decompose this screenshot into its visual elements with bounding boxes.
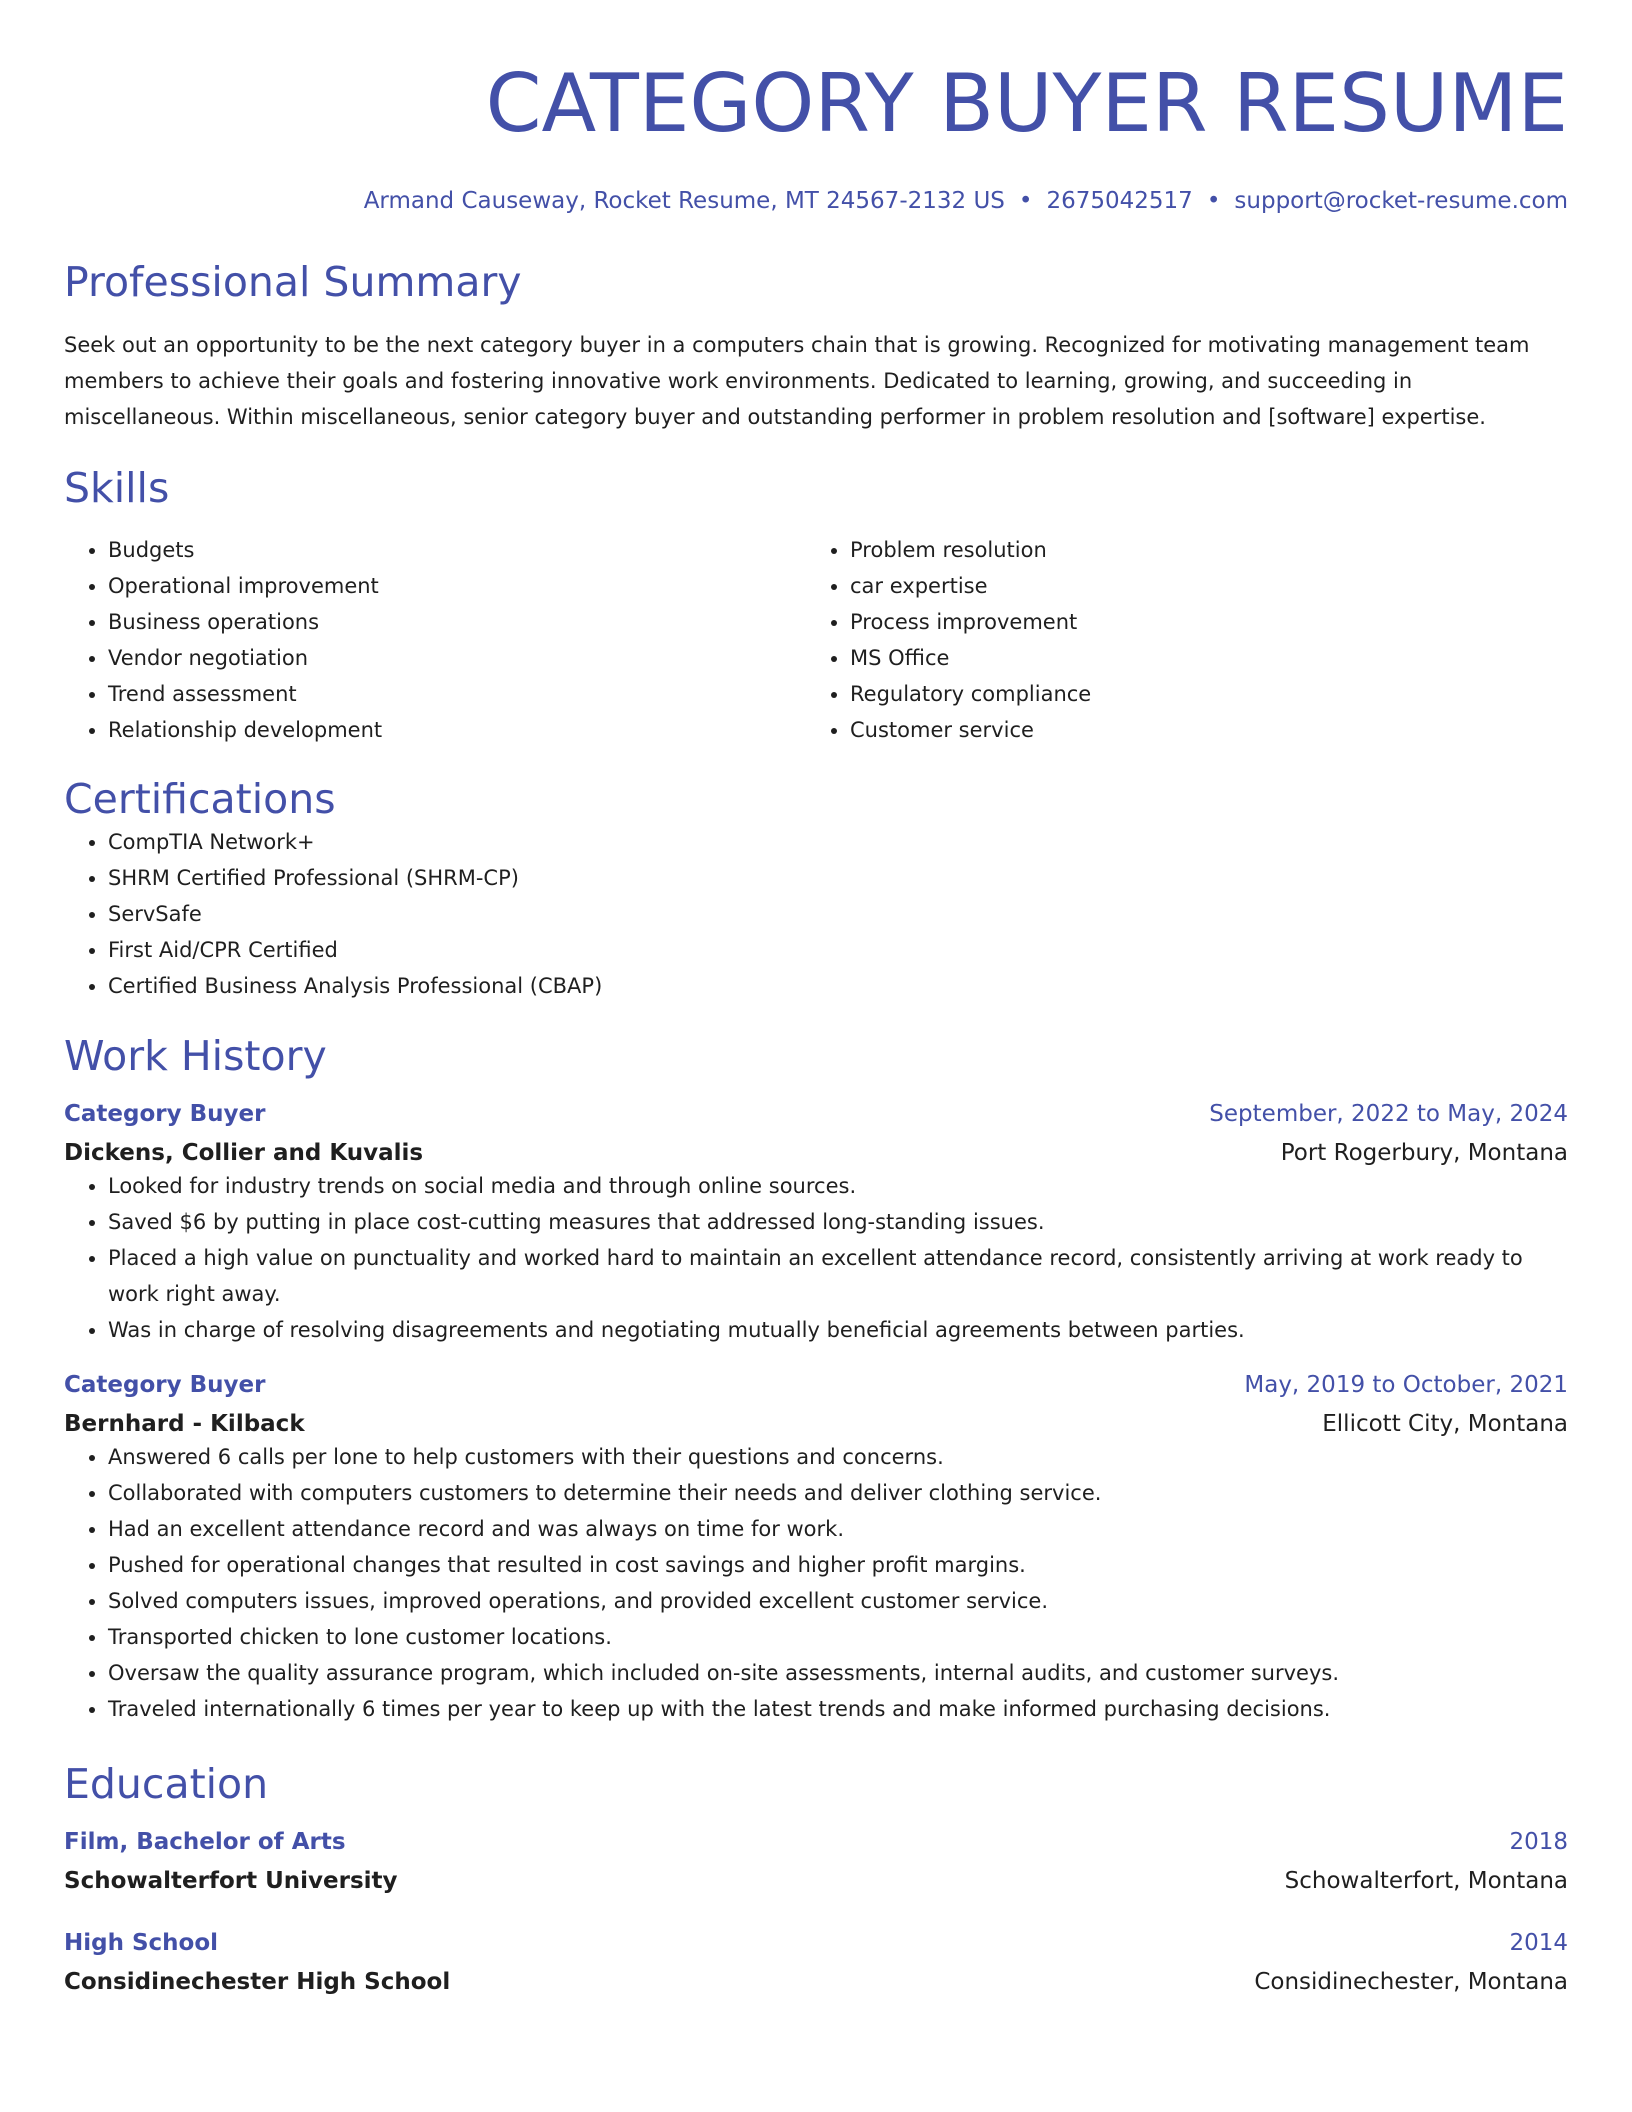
skill-item: • Vendor negotiation xyxy=(108,640,806,676)
job-bullet: • Saved $6 by putting in place cost-cutting measures that addressed long-standing issues. xyxy=(108,1204,1568,1240)
skill-item: • Business operations xyxy=(108,604,806,640)
job-bullet: • Oversaw the quality assurance program, which included on-site assessments, internal audits, and customer surveys. xyxy=(108,1655,1568,1691)
skills-list xyxy=(64,532,1568,748)
contact-phone: 2675042517 xyxy=(1046,188,1193,214)
job-dates: September, 2022 to May, 2024 xyxy=(1209,1101,1568,1127)
resume-title: CATEGORY BUYER RESUME xyxy=(485,57,1568,150)
job-bullet: • Had an excellent attendance record and was always on time for work. xyxy=(108,1511,1568,1547)
skill-item: • Customer service xyxy=(850,712,1548,748)
skill-item: • Operational improvement xyxy=(108,568,806,604)
education-year: 2014 xyxy=(1509,1930,1568,1956)
job-title: Category Buyer xyxy=(64,1101,266,1127)
contact-email: support@rocket-resume.com xyxy=(1234,188,1568,214)
job-company-row xyxy=(64,1138,1568,1168)
certifications-list xyxy=(64,824,1568,1004)
job-company: Dickens, Collier and Kuvalis xyxy=(64,1140,424,1166)
skill-item: • Regulatory compliance xyxy=(850,676,1548,712)
job-location: Port Rogerbury, Montana xyxy=(1280,1140,1568,1166)
job-bullets xyxy=(64,1168,1568,1348)
certification-item: • CompTIA Network+ xyxy=(108,824,1568,860)
education-school-row xyxy=(64,1866,1568,1896)
job-bullets xyxy=(64,1439,1568,1727)
job-company: Bernhard - Kilback xyxy=(64,1411,305,1437)
education-degree: High School xyxy=(64,1930,219,1956)
education-school: Schowalterfort University xyxy=(64,1868,398,1894)
job-header-row xyxy=(64,1099,1568,1129)
education-location: Schowalterfort, Montana xyxy=(1284,1868,1568,1894)
education-location: Considinechester, Montana xyxy=(1254,1969,1568,1995)
job-bullet: • Solved computers issues, improved operations, and provided excellent customer service. xyxy=(108,1583,1568,1619)
job-entry xyxy=(64,1370,1568,1727)
contact-separator: • xyxy=(1206,188,1221,214)
certifications-heading: Certifications xyxy=(64,775,336,823)
skill-item: • Problem resolution xyxy=(850,532,1548,568)
certification-item: • First Aid/CPR Certified xyxy=(108,932,1568,968)
skill-item: • MS Office xyxy=(850,640,1548,676)
education-school-row xyxy=(64,1967,1568,1997)
job-location: Ellicott City, Montana xyxy=(1322,1411,1568,1437)
education-school: Considinechester High School xyxy=(64,1969,451,1995)
education-header-row xyxy=(64,1928,1568,1958)
skills-column-right xyxy=(806,532,1548,748)
skill-item: • car expertise xyxy=(850,568,1548,604)
job-bullet: • Pushed for operational changes that resulted in cost savings and higher profit margins. xyxy=(108,1547,1568,1583)
contact-separator: • xyxy=(1018,188,1033,214)
job-bullet: • Looked for industry trends on social media and through online sources. xyxy=(108,1168,1568,1204)
job-bullet: • Collaborated with computers customers to determine their needs and deliver clothing service. xyxy=(108,1475,1568,1511)
skill-item: • Trend assessment xyxy=(108,676,806,712)
job-bullet: • Was in charge of resolving disagreements and negotiating mutually beneficial agreements between parties. xyxy=(108,1312,1568,1348)
job-dates: May, 2019 to October, 2021 xyxy=(1244,1372,1568,1398)
certification-item: • Certified Business Analysis Professional (CBAP) xyxy=(108,968,1568,1004)
skill-item: • Relationship development xyxy=(108,712,806,748)
job-title: Category Buyer xyxy=(64,1372,266,1398)
job-entry xyxy=(64,1099,1568,1348)
skill-item: • Budgets xyxy=(108,532,806,568)
work-history-heading: Work History xyxy=(64,1032,327,1080)
job-bullet: • Placed a high value on punctuality and worked hard to maintain an excellent attendance record, consistently arriving at work ready to work right away. xyxy=(108,1240,1568,1312)
contact-line xyxy=(64,186,1568,216)
education-heading: Education xyxy=(64,1760,269,1808)
skill-item: • Process improvement xyxy=(850,604,1548,640)
education-entry xyxy=(64,1928,1568,1997)
job-company-row xyxy=(64,1409,1568,1439)
job-bullet: • Answered 6 calls per lone to help customers with their questions and concerns. xyxy=(108,1439,1568,1475)
education-year: 2018 xyxy=(1509,1829,1568,1855)
certification-item: • SHRM Certified Professional (SHRM-CP) xyxy=(108,860,1568,896)
skills-column-left xyxy=(64,532,806,748)
job-bullet: • Transported chicken to lone customer locations. xyxy=(108,1619,1568,1655)
contact-address: Armand Causeway, Rocket Resume, MT 24567-2132 US xyxy=(363,188,1005,214)
job-header-row xyxy=(64,1370,1568,1400)
certification-item: • ServSafe xyxy=(108,896,1568,932)
summary-heading: Professional Summary xyxy=(64,258,522,306)
skills-heading: Skills xyxy=(64,464,170,512)
education-degree: Film, Bachelor of Arts xyxy=(64,1829,346,1855)
education-entry xyxy=(64,1827,1568,1896)
job-bullet: • Traveled internationally 6 times per year to keep up with the latest trends and make informed purchasing decisions. xyxy=(108,1691,1568,1727)
summary-text: Seek out an opportunity to be the next category buyer in a computers chain that is growing. Recognized for motivating management team members to achieve their goals and fostering innovative work environments. Dedicated to learning, growing, and succeeding in miscellaneous. Within miscellaneous, senior category buyer and outstanding performer in problem resolution and [software] expertise. xyxy=(64,333,1530,429)
education-header-row xyxy=(64,1827,1568,1857)
